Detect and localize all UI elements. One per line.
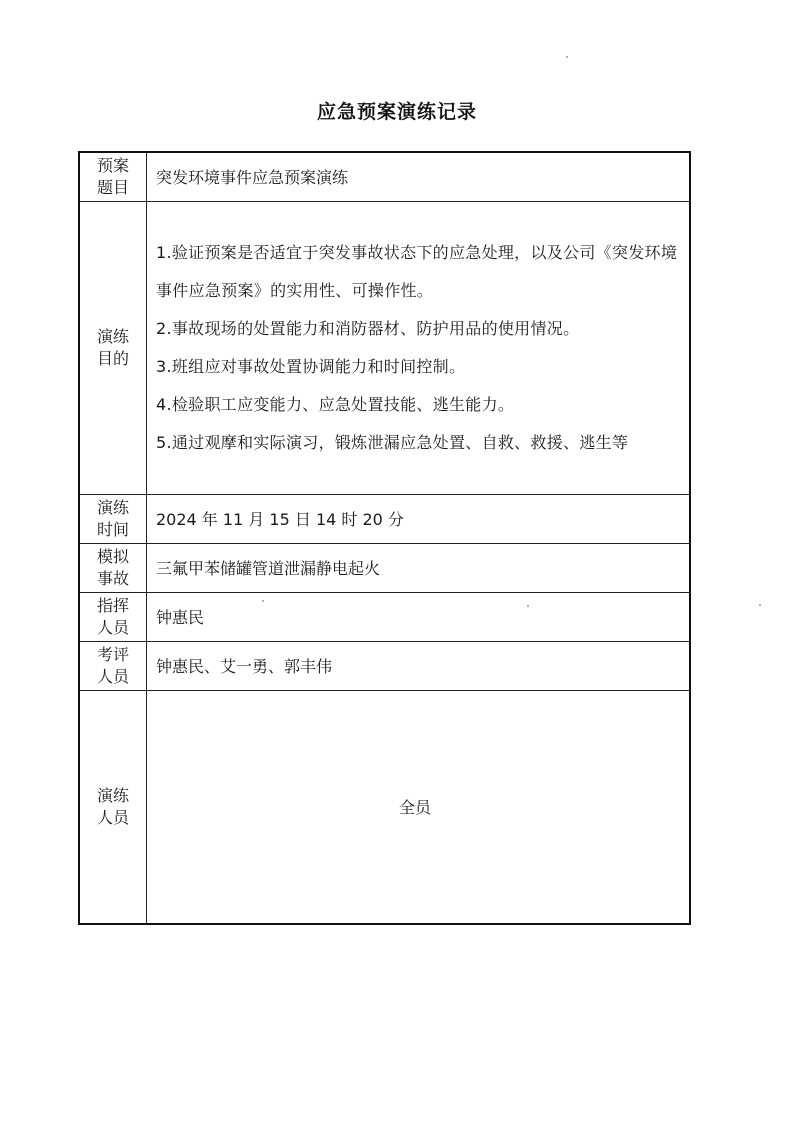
participants-label-text: 演练 人员 bbox=[96, 785, 129, 827]
purpose-item-4: 4.检验职工应变能力、应急处置技能、逃生能力。 bbox=[156, 394, 515, 414]
simulated-accident-label-text: 模拟 事故 bbox=[96, 546, 129, 588]
evaluators-label-text: 考评 人员 bbox=[96, 644, 129, 686]
drill-purpose-label bbox=[79, 201, 147, 494]
row-drill-purpose bbox=[79, 201, 690, 494]
commander-label bbox=[79, 592, 147, 641]
drill-record-table bbox=[78, 151, 691, 925]
row-plan-title bbox=[79, 152, 690, 201]
drill-time-label bbox=[79, 494, 147, 543]
plan-title-label-text: 预案 题目 bbox=[96, 155, 129, 197]
evaluators-text: 钟惠民、艾一勇、郭丰伟 bbox=[156, 657, 333, 676]
drill-time-value bbox=[147, 494, 691, 543]
plan-title-value bbox=[147, 152, 691, 201]
participants-label bbox=[79, 690, 147, 924]
drill-purpose-value bbox=[147, 201, 691, 494]
plan-title-text: 突发环境事件应急预案演练 bbox=[156, 168, 349, 188]
row-evaluators bbox=[79, 641, 690, 690]
scan-speck bbox=[759, 604, 761, 606]
drill-time-label-text: 演练 时间 bbox=[96, 497, 129, 539]
purpose-item-1: 1.验证预案是否适宜于突发事故状态下的应急处理，以及公司《突发环境事件应急预案》的实用性、可操作性。 bbox=[156, 242, 678, 300]
page-title: 应急预案演练记录 bbox=[316, 101, 477, 123]
evaluators-label bbox=[79, 641, 147, 690]
purpose-item-5: 5.通过观摩和实际演习，锻炼泄漏应急处置、自救、救援、逃生等 bbox=[156, 432, 629, 452]
purpose-list bbox=[156, 232, 683, 464]
commander-text: 钟惠民 bbox=[156, 608, 205, 627]
scan-speck bbox=[566, 56, 568, 58]
simulated-accident-label bbox=[79, 543, 147, 592]
row-participants bbox=[79, 690, 690, 924]
scan-speck bbox=[527, 605, 529, 607]
participants-value bbox=[147, 690, 691, 924]
participants-text: 全员 bbox=[398, 798, 431, 818]
row-drill-time bbox=[79, 494, 690, 543]
row-commander bbox=[79, 592, 690, 641]
drill-purpose-label-text: 演练 目的 bbox=[96, 326, 129, 368]
purpose-item-2: 2.事故现场的处置能力和消防器材、防护用品的使用情况。 bbox=[156, 318, 580, 338]
scan-speck bbox=[262, 600, 264, 602]
commander-label-text: 指挥 人员 bbox=[96, 595, 129, 637]
plan-title-label bbox=[79, 152, 147, 201]
purpose-item-3: 3.班组应对事故处置协调能力和时间控制。 bbox=[156, 356, 466, 376]
simulated-accident-text: 三氟甲苯储罐管道泄漏静电起火 bbox=[156, 559, 381, 578]
drill-time-text: 2024 年 11 月 15 日 14 时 20 分 bbox=[156, 510, 404, 529]
commander-value bbox=[147, 592, 691, 641]
evaluators-value bbox=[147, 641, 691, 690]
row-simulated-accident bbox=[79, 543, 690, 592]
simulated-accident-value bbox=[147, 543, 691, 592]
